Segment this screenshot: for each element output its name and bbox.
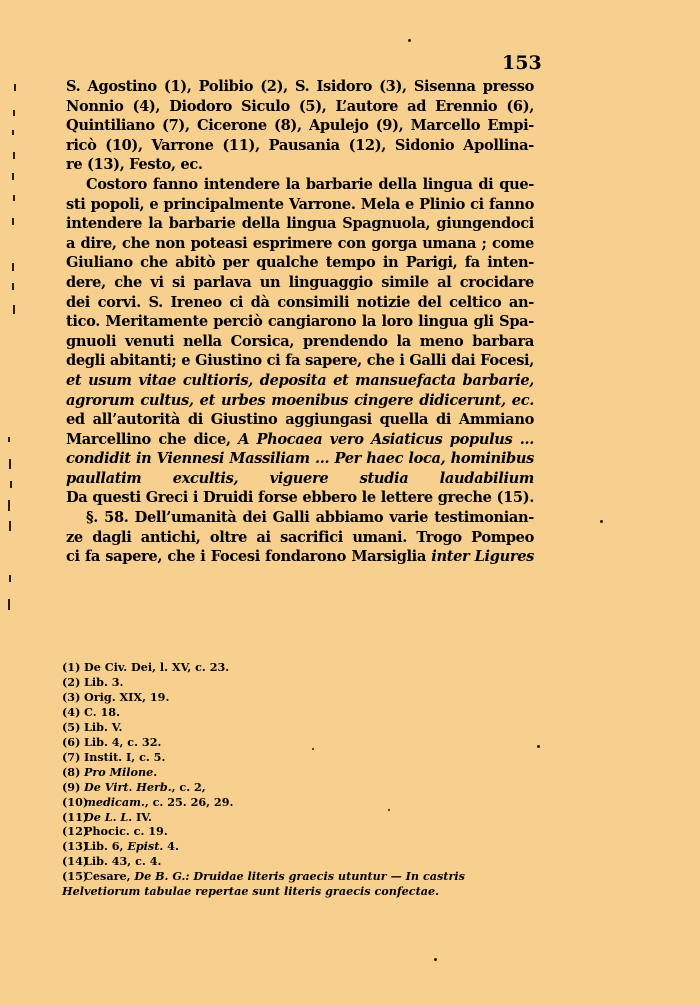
text-segment: ricò (10), Varrone (11), Pausania (12), Sidonio Apollina- (66, 136, 534, 154)
margin-mark (12, 218, 14, 225)
margin-mark (14, 84, 16, 91)
footnote-text: Phocic. c. 19. (84, 824, 168, 839)
text-segment: re (13), Festo, ec. (66, 156, 203, 174)
footnote (62, 690, 542, 705)
footnote-number: (12) (62, 824, 89, 839)
text-segment: intendere la barbarie della lingua Spagnuola, giungendoci (66, 215, 534, 233)
text-line (66, 214, 534, 234)
margin-mark (13, 110, 15, 116)
text-line (66, 410, 534, 430)
margin-mark (9, 459, 11, 469)
margin-mark (12, 263, 14, 271)
footnotes (62, 660, 542, 899)
text-segment: Costoro fanno intendere la barbarie della lingua di que- (86, 175, 534, 193)
text-line (66, 253, 534, 273)
footnote-text: medicam. (84, 794, 145, 809)
footnote-text: IV. (132, 809, 152, 824)
footnote-text: Instit. I, c. 5. (84, 749, 166, 764)
footnote (62, 824, 542, 839)
text-line (66, 273, 534, 293)
paper-speck (600, 520, 603, 523)
footnote (62, 735, 542, 750)
text-segment: paullatim excultis, viguere studia laudabilium (66, 469, 534, 487)
text-line (66, 312, 534, 332)
footnote-text: , c. 2, (171, 779, 206, 794)
footnote-number: (9) (62, 779, 81, 794)
page-number: 153 (502, 52, 542, 74)
margin-mark (8, 599, 10, 610)
text-segment: Quintiliano (7), Cicerone (8), Apulejo (9), Marcello Empi- (66, 117, 534, 135)
text-segment: ci fa sapere, che i Focesi fondarono Marsiglia (66, 548, 432, 566)
footnote-number: (10) (62, 794, 89, 809)
footnote-number: (3) (62, 689, 81, 704)
text-segment: degli abitanti; e Giustino ci fa sapere, che i Galli dai Focesi, (66, 352, 534, 370)
text-segment: dere, che vi si parlava un linguaggio simile al crocidare (66, 273, 534, 291)
text-line (66, 430, 534, 450)
footnote-text: Epist. (127, 839, 164, 854)
margin-mark (12, 283, 14, 290)
paper-speck (312, 748, 314, 750)
margin-mark (13, 195, 15, 201)
footnote-text: De B. G.: Druidae literis graecis utuntur — In castris Helvetiorum tabulae repertae sunt literis graecis confectae. (62, 869, 465, 899)
text-segment: inter Ligures (431, 548, 534, 566)
text-line (66, 136, 534, 156)
margin-mark (12, 130, 14, 135)
text-line (66, 371, 534, 391)
footnote-number: (4) (62, 704, 81, 719)
paper-speck (388, 809, 390, 811)
text-line (66, 508, 534, 528)
text-line (66, 547, 534, 567)
text-line (66, 332, 534, 352)
footnote-text: Lib. 4, c. 32. (84, 734, 162, 749)
footnote (62, 750, 542, 765)
footnote-number: (6) (62, 734, 81, 749)
text-segment: agrorum cultus, et urbes moenibus cingere didicerunt, ec. (66, 391, 534, 409)
text-line (66, 351, 534, 371)
text-line (66, 234, 534, 254)
footnote (62, 765, 542, 780)
footnote (62, 795, 542, 810)
footnote-text: De Civ. Dei, l. XV, c. 23. (84, 660, 230, 674)
footnote-number: (11) (62, 809, 89, 824)
text-line (66, 293, 534, 313)
footnote-number: (13) (62, 839, 89, 854)
text-segment: Nonnio (4), Diodoro Siculo (5), L’autore ad Erennio (6), (66, 97, 534, 115)
text-line (66, 469, 534, 489)
text-segment: Giuliano che abitò per qualche tempo in Parigi, fa inten- (66, 254, 534, 272)
margin-mark (13, 305, 15, 314)
footnote-number: (1) (62, 660, 81, 674)
text-line (66, 97, 534, 117)
text-segment: a dire, che non poteasi esprimere con gorga umana ; come (66, 234, 534, 252)
footnote-text: Lib. 3. (84, 674, 124, 689)
margin-mark (13, 152, 15, 159)
text-line (66, 155, 534, 175)
footnote-text: De Virt. Herb. (84, 779, 172, 794)
footnote-text: , c. 25. 26, 29. (144, 794, 234, 809)
text-segment: §. 58. Dell’umanità dei Galli abbiamo varie testimonian- (86, 509, 534, 527)
text-line (66, 77, 534, 97)
text-segment: ed all’autorità di Giustino aggiungasi quella di Ammiano (66, 411, 534, 429)
text-line (66, 488, 534, 508)
text-line (66, 449, 534, 469)
body-text (66, 77, 534, 567)
footnote (62, 854, 542, 869)
margin-mark (8, 437, 10, 442)
footnote (62, 705, 542, 720)
text-segment: sti popoli, e principalmente Varrone. Mela e Plinio ci fanno (66, 195, 534, 213)
footnote (62, 839, 542, 854)
footnote (62, 660, 542, 675)
footnote-number: (2) (62, 674, 81, 689)
footnote-number: (14) (62, 854, 89, 869)
footnote-number: (5) (62, 719, 81, 734)
text-segment: dei corvi. S. Ireneo ci dà consimili notizie del celtico an- (66, 293, 534, 311)
text-segment: S. Agostino (1), Polibio (2), S. Isidoro (3), Sisenna presso (66, 78, 534, 95)
margin-mark (10, 481, 12, 488)
margin-mark (8, 500, 10, 511)
footnote (62, 869, 542, 899)
footnote-text: Lib. 6, (84, 839, 128, 854)
text-line (66, 175, 534, 195)
text-segment: tico. Meritamente perciò cangiarono la loro lingua gli Spa- (66, 313, 534, 331)
footnote-text: Lib. V. (84, 719, 123, 734)
footnote-text: Pro Milone. (84, 764, 158, 779)
footnote-text: De L. L. (84, 809, 133, 824)
text-line (66, 528, 534, 548)
footnote (62, 810, 542, 825)
text-line (66, 195, 534, 215)
paper-speck (408, 39, 411, 42)
footnote-text: C. 18. (84, 704, 120, 719)
footnote-text: Lib. 43, c. 4. (84, 854, 162, 869)
text-line (66, 391, 534, 411)
text-segment: ze dagli antichi, oltre ai sacrifici umani. Trogo Pompeo (66, 528, 534, 546)
footnote (62, 720, 542, 735)
margin-mark (9, 575, 11, 582)
paper-speck (537, 745, 540, 748)
text-segment: gnuoli venuti nella Corsica, prendendo la meno barbara (66, 332, 534, 350)
text-segment: et usum vitae cultioris, deposita et mansuefacta barbarie, (66, 371, 534, 389)
paper-speck (434, 958, 437, 961)
text-segment: Da questi Greci i Druidi forse ebbero le lettere greche (15). (66, 489, 534, 507)
text-segment: condidit in Viennesi Massiliam ... Per haec loca, hominibus (66, 450, 534, 468)
text-segment: Marcellino che dice, (66, 430, 239, 448)
footnote-number: (7) (62, 749, 81, 764)
footnote (62, 675, 542, 690)
footnote-number: (8) (62, 764, 81, 779)
footnote-text: 4. (163, 839, 179, 854)
text-segment: A Phocaea vero Asiaticus populus ... (238, 430, 534, 448)
text-line (66, 116, 534, 136)
footnote (62, 780, 542, 795)
footnote-text: Orig. XIX, 19. (84, 689, 170, 704)
margin-mark (9, 521, 11, 531)
footnote-number: (15) (62, 869, 89, 884)
footnote-text: Cesare, (84, 869, 135, 884)
margin-mark (12, 173, 14, 180)
